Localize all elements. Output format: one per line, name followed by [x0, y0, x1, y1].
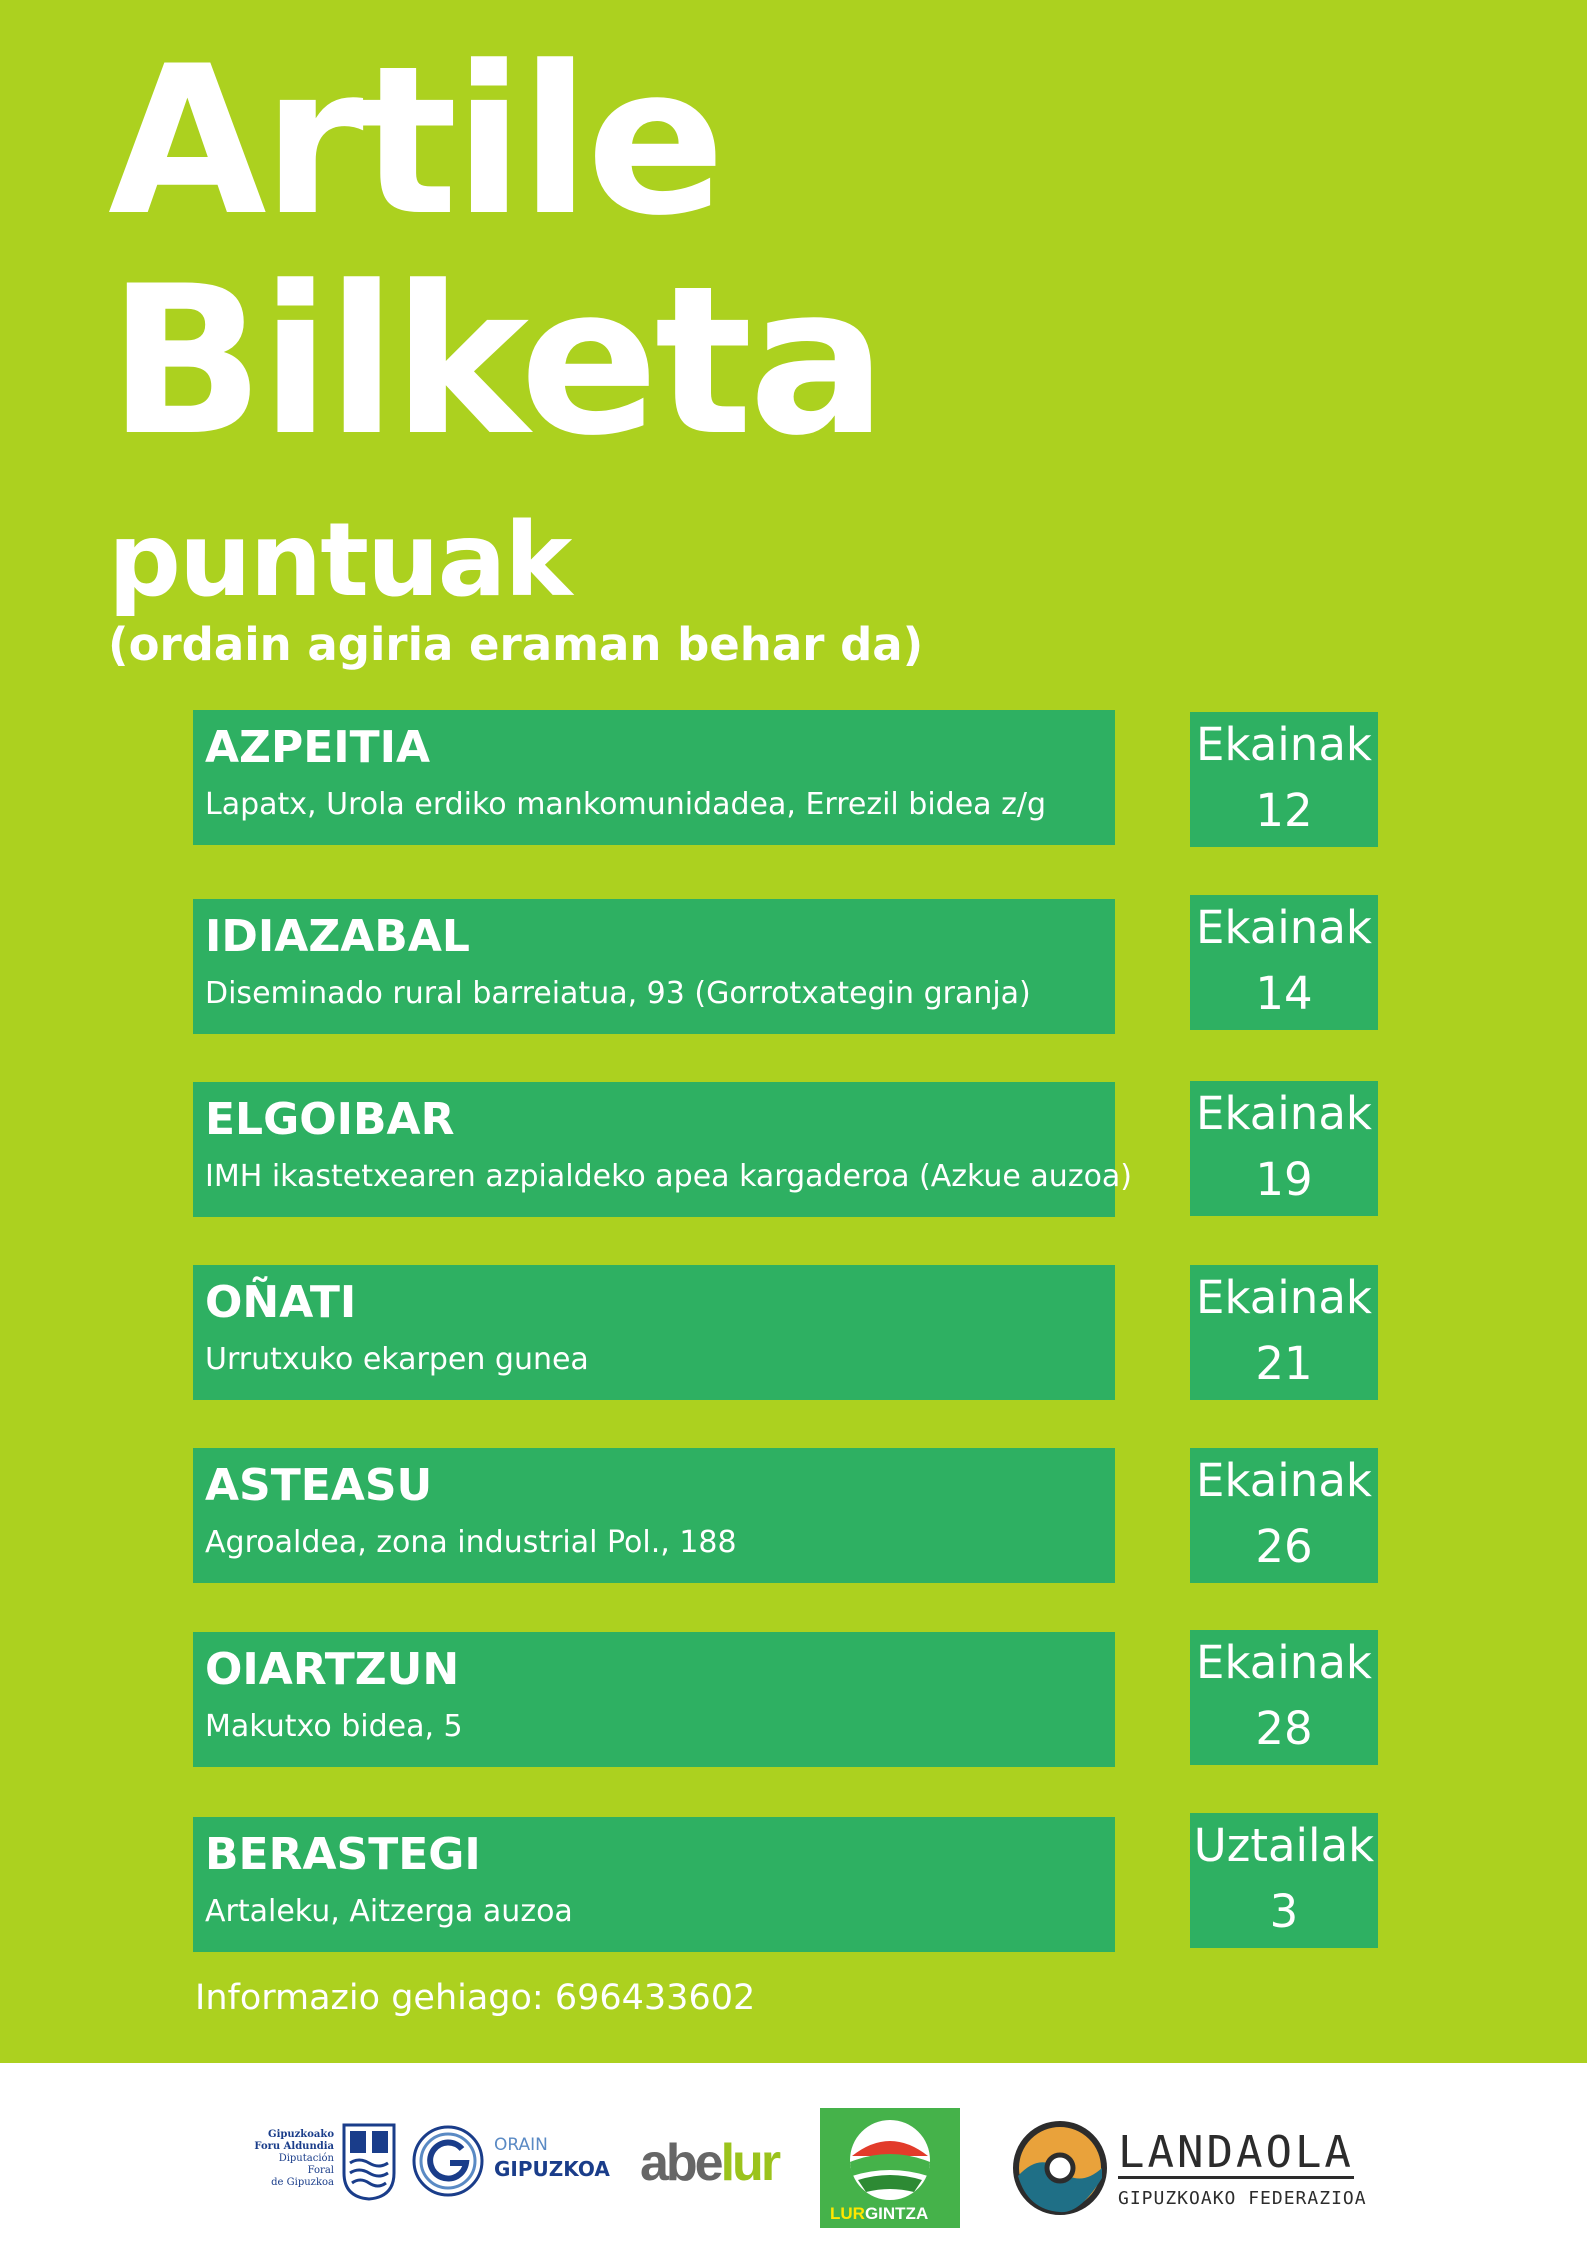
location-address: Agroaldea, zona industrial Pol., 188 [205, 1524, 737, 1560]
location-box-idiazabal [193, 899, 1115, 1034]
lurgintza-logo [820, 2108, 960, 2228]
g-circle-icon [410, 2123, 486, 2199]
landaola-emblem-icon [1010, 2118, 1110, 2218]
location-address: Urrutxuko ekarpen gunea [205, 1341, 589, 1377]
date-box-asteasu [1190, 1448, 1378, 1583]
location-box-azpeitia [193, 710, 1115, 845]
location-address: Lapatx, Urola erdiko mankomunidadea, Errezil bidea z/g [205, 786, 1046, 822]
location-box-onati [193, 1265, 1115, 1400]
landaola-subtitle: GIPUZKOAKO FEDERAZIOA [1118, 2188, 1367, 2209]
title-line-2: Bilketa [108, 243, 883, 481]
info-phone: Informazio gehiago: 696433602 [195, 1978, 756, 2018]
location-name: OÑATI [205, 1277, 357, 1328]
date-month: Ekainak [1196, 1271, 1372, 1324]
location-box-berastegi [193, 1817, 1115, 1952]
date-day: 26 [1255, 1520, 1313, 1573]
footer-logos [0, 2063, 1587, 2245]
date-box-idiazabal [1190, 895, 1378, 1030]
date-month: Ekainak [1196, 1454, 1372, 1507]
shield-icon [342, 2123, 396, 2201]
gfa-line: de Gipuzkoa [271, 2177, 334, 2188]
date-day: 21 [1255, 1337, 1313, 1390]
landaola-logo [1010, 2118, 1390, 2228]
orain-text: ORAIN [494, 2135, 548, 2155]
date-month: Uztailak [1193, 1819, 1375, 1872]
location-box-oiartzun [193, 1632, 1115, 1767]
date-box-onati [1190, 1265, 1378, 1400]
abelur-text-a: abe [640, 2134, 721, 2192]
location-name: BERASTEGI [205, 1829, 481, 1880]
location-box-elgoibar [193, 1082, 1133, 1217]
gfa-line: Gipuzkoako [268, 2129, 334, 2140]
location-name: AZPEITIA [205, 722, 431, 773]
gfa-line: Foru Aldundia [254, 2141, 334, 2152]
date-box-berastegi [1190, 1813, 1378, 1948]
date-day: 14 [1255, 967, 1313, 1020]
location-box-asteasu [193, 1448, 1115, 1583]
gipuzkoa-text: GIPUZKOA [494, 2157, 610, 2181]
gfa-line: Diputación Foral [278, 2153, 334, 2176]
abelur-logo [640, 2133, 800, 2213]
date-day: 28 [1255, 1702, 1313, 1755]
date-month: Ekainak [1196, 718, 1372, 771]
date-day: 19 [1255, 1153, 1313, 1206]
location-address: Diseminado rural barreiatua, 93 (Gorrotxategin granja) [205, 975, 1031, 1011]
date-day: 12 [1255, 784, 1313, 837]
title-line-3: puntuak [108, 501, 571, 620]
location-address: Makutxo bidea, 5 [205, 1708, 463, 1744]
abelur-text-b: lur [720, 2134, 779, 2192]
location-name: ELGOIBAR [205, 1094, 455, 1145]
field-emblem-icon [840, 2116, 940, 2204]
gipuzkoa-foru-aldundia-logo [250, 2123, 400, 2213]
lurgintza-text-a: LUR [830, 2204, 865, 2223]
date-month: Ekainak [1196, 1636, 1372, 1689]
location-name: ASTEASU [205, 1460, 433, 1511]
landaola-name: LANDAOLA [1118, 2127, 1354, 2178]
location-name: IDIAZABAL [205, 911, 470, 962]
date-box-elgoibar [1190, 1081, 1378, 1216]
location-name: OIARTZUN [205, 1644, 460, 1695]
date-box-azpeitia [1190, 712, 1378, 847]
title-line-1: Artile [108, 23, 722, 261]
date-day: 3 [1269, 1885, 1299, 1938]
lurgintza-text-b: GINTZA [864, 2204, 929, 2223]
date-box-oiartzun [1190, 1630, 1378, 1765]
orain-gipuzkoa-logo [410, 2123, 610, 2203]
date-month: Ekainak [1196, 901, 1372, 954]
location-address: Artaleku, Aitzerga auzoa [205, 1893, 573, 1929]
location-address: IMH ikastetxearen azpialdeko apea kargaderoa (Azkue auzoa) [205, 1158, 1133, 1194]
date-month: Ekainak [1196, 1087, 1372, 1140]
subtitle: (ordain agiria eraman behar da) [108, 618, 924, 671]
